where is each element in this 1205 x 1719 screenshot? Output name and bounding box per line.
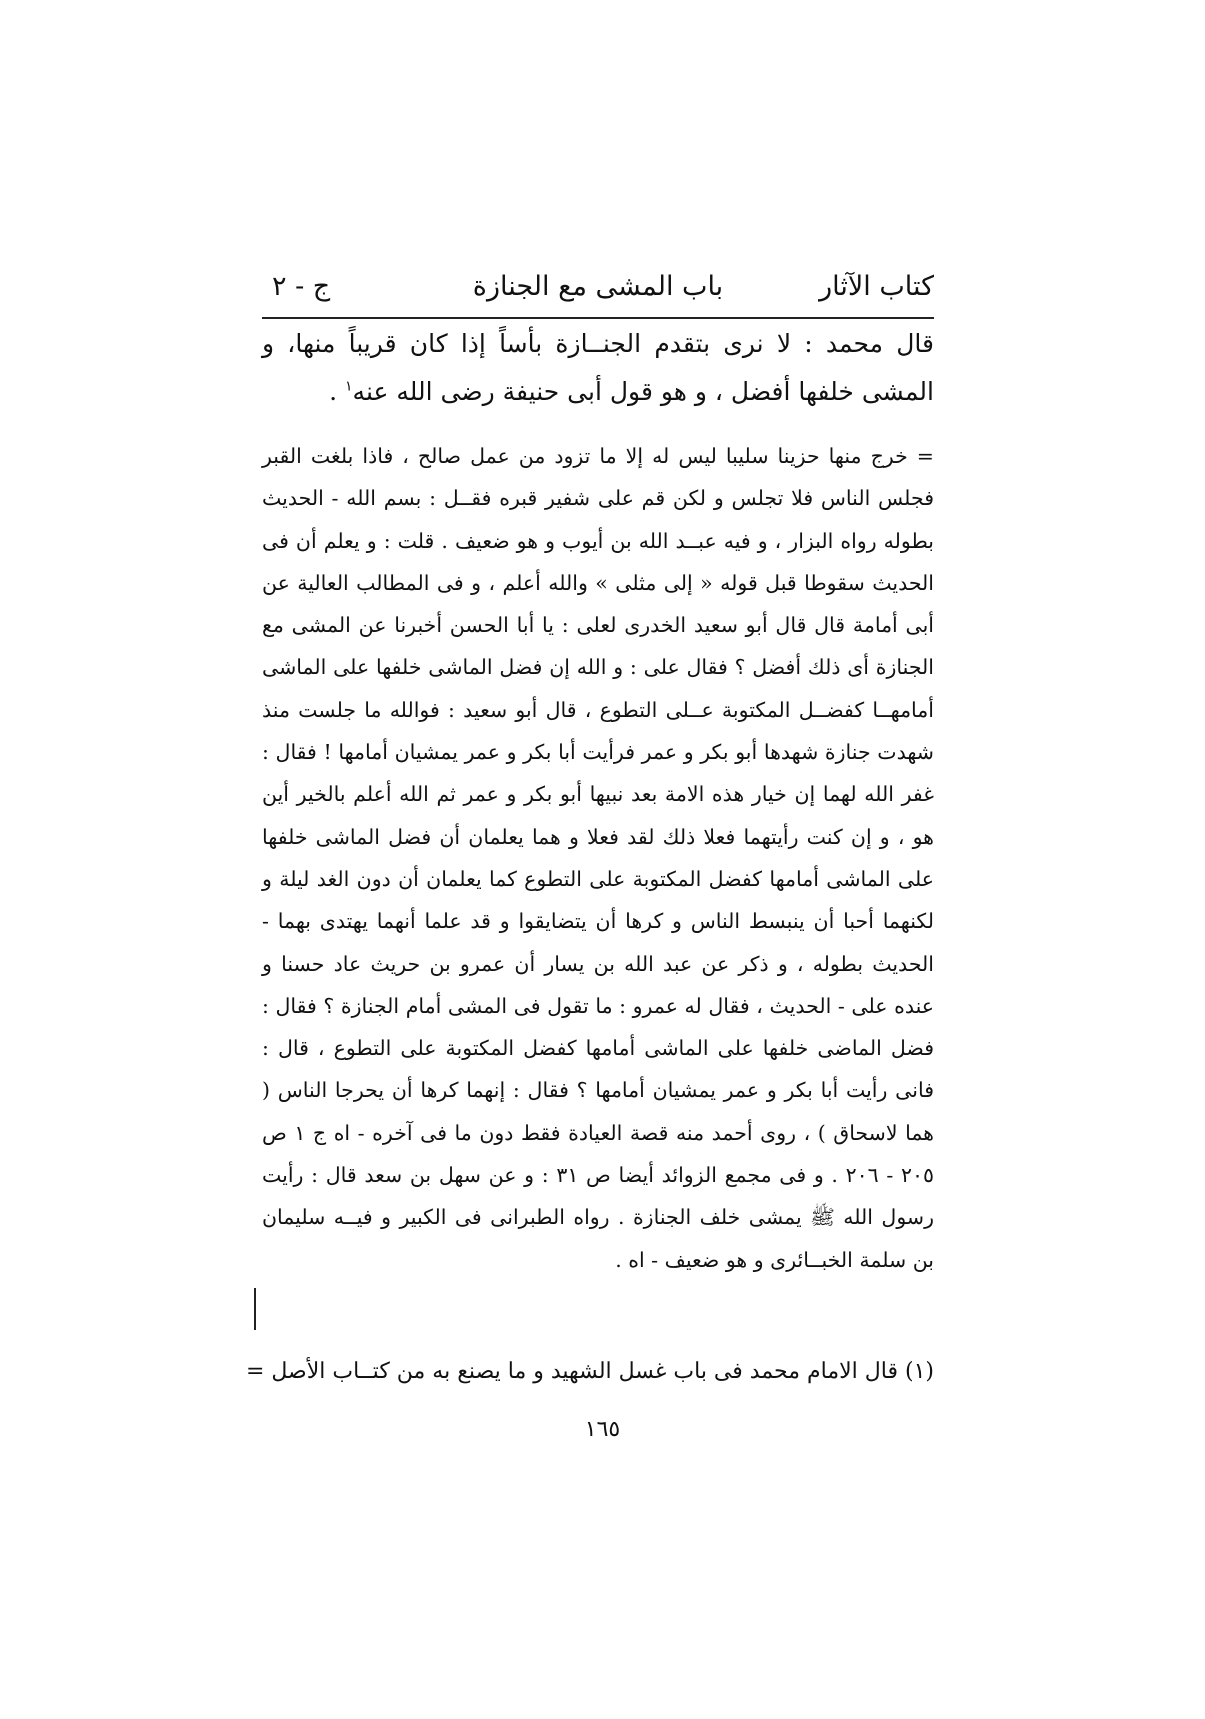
main-text-end: . — [329, 377, 346, 406]
margin-mark — [254, 1288, 256, 1330]
footnote-1: (١) قال الامام محمد فى باب غسل الشهيد و ما يصنع به من كتــاب الأصل = — [245, 1359, 934, 1384]
main-text — [262, 320, 934, 416]
footnote-marker: ١ — [345, 378, 353, 395]
header-rule — [262, 317, 934, 319]
footnote-continuation: = خرج منها حزينا سليبا ليس له إلا ما تزود من عمل صالح ، فاذا بلغت القبر فجلس الناس فلا تجلس و لكن قم على شفير قبره فقــل : بسم الله - الحديث بطوله رواه البزار ، و فيه عبــد الله بن أيوب و هو ضعيف . قلت : و يعلم أن فى الحديث سقوطا قبل قوله « إلى مثلى » والله أعلم ، و فى المطالب العالية عن أبى أمامة قال قال أبو سعيد الخدرى لعلى : يا أبا الحسن أخبرنا عن المشى مع الجنازة أى ذلك أفضل ؟ فقال على : و الله إن فضل الماشى خلفها على الماشى أمامهــا كفضــل المكتوبة عــلى التطوع ، قال أبو سعيد : فوالله ما جلست منذ شهدت جنازة شهدها أبو بكر و عمر فرأيت أبا بكر و عمر يمشيان أمامها ! فقال : غفر الله لهما إن خيار هذه الامة بعد نبيها أبو بكر و عمر ثم الله أعلم بالخير أين هو ، و إن كنت رأيتهما فعلا ذلك لقد فعلا و هما يعلمان أن فضل الماشى خلفها على الماشى أمامها كفضل المكتوبة على التطوع كما يعلمان أن دون الغد ليلة و لكنهما أحبا أن ينبسط الناس و كرها أن يتضايقوا و قد علما أنهما يهتدى بهما - الحديث بطوله ، و ذكر عن عبد الله بن يسار أن عمرو بن حريث عاد حسنا و عنده على - الحديث ، فقال له عمرو : ما تقول فى المشى أمام الجنازة ؟ فقال : فضل الماضى خلفها على الماشى أمامها كفضل المكتوبة على التطوع ، قال : فانى رأيت أبا بكر و عمر يمشيان أمامها ؟ فقال : إنهما كرها أن يحرجا الناس ( هما لاسحاق ) ، روى أحمد منه قصة العيادة فقط دون ما فى آخره - اه ج ١ ص ٢٠٥ - ٢٠٦ . و فى مجمع الزوائد أيضا ص ٣١ : و عن سهل بن سعد قال : رأيت رسول الله ﷺ يمشى خلف الجنازة . رواه الطبرانى فى الكبير و فيــه سليمان بن سلمة الخبــائرى و هو ضعيف - اه . — [262, 444, 935, 1272]
volume-number: ج - ٢ — [272, 271, 331, 302]
main-text-body: قال محمد : لا نرى بتقدم الجنــازة بأساً إذا كان قريباً منها، و المشى خلفها أفضل ، و هو قول أبى حنيفة رضى الله عنه — [262, 329, 934, 406]
chapter-title: باب المشى مع الجنازة — [472, 271, 724, 302]
page-number: ١٦٥ — [584, 1417, 621, 1442]
book-title: كتاب الآثار — [819, 271, 934, 302]
running-header — [262, 262, 934, 312]
